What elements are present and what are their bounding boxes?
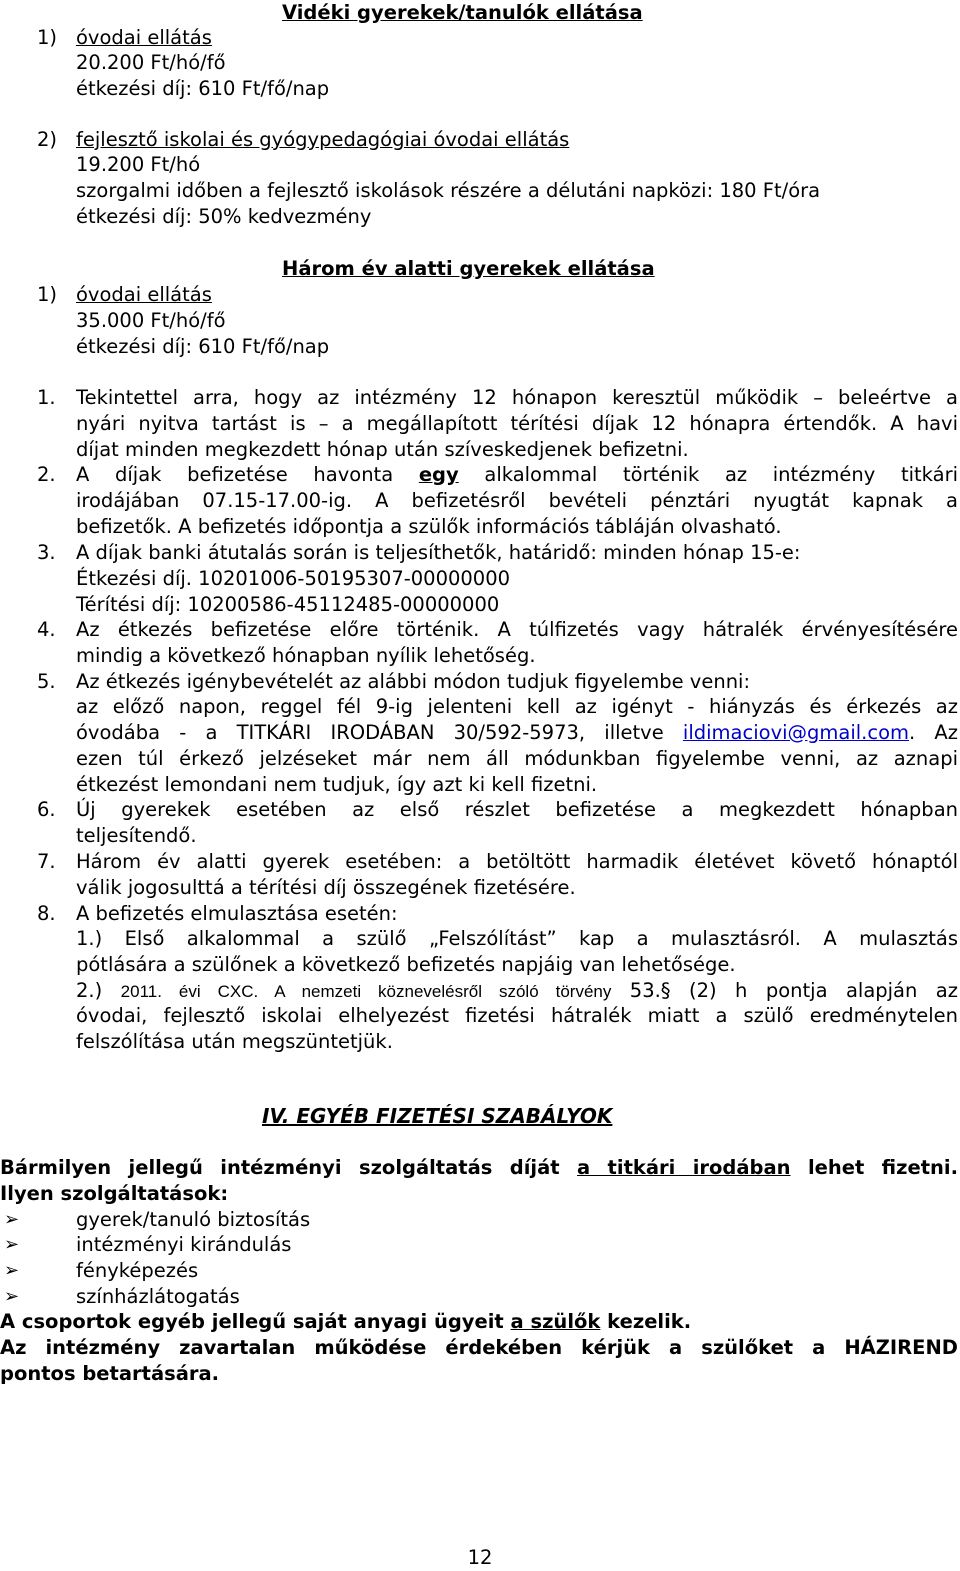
rule4-num: 4. bbox=[37, 618, 56, 641]
rule4-line2: mindig a következő hónapban nyílik lehetőség. bbox=[76, 644, 536, 667]
under3-item1-num: 1) bbox=[37, 283, 58, 306]
under3-item1-meal: étkezési díj: 610 Ft/fő/nap bbox=[76, 335, 330, 358]
section4-p1 bbox=[0, 1155, 958, 1181]
rule6-line1: Új gyerekek esetében az első részlet befizetése a megkezdett hónapban bbox=[76, 798, 958, 821]
rural-item2-meal: étkezési díj: 50% kedvezmény bbox=[76, 205, 372, 228]
bullet-item: színházlátogatás bbox=[76, 1285, 240, 1308]
rural-item2-note: szorgalmi időben a fejlesztő iskolások részére a délutáni napközi: 180 Ft/óra bbox=[76, 179, 821, 202]
section4-p3-a: A csoportok egyéb jellegű saját anyagi ügyeit bbox=[0, 1310, 504, 1333]
rule6-line2: teljesítendő. bbox=[76, 824, 197, 847]
rule5-line4: ezen túl érkező jelzéseket már nem áll módunkban figyelembe venni, az aznapi bbox=[76, 747, 958, 770]
rule7-line1: Három év alatti gyerek esetében: a betöltött harmadik életévet követő hónaptól bbox=[76, 850, 958, 873]
arrow-bullet-icon: ➢ bbox=[4, 1260, 20, 1281]
rural-heading: Vidéki gyerekek/tanulók ellátása bbox=[282, 1, 643, 24]
rural-item2-title: fejlesztő iskolai és gyógypedagógiai óvodai ellátás bbox=[76, 128, 570, 151]
section4-p3-b: a szülők bbox=[510, 1310, 601, 1333]
rule1-line3: díjat minden megkezdett hónap után szíveskedjenek befizetni. bbox=[76, 438, 689, 461]
rule5-line3-c: . Az bbox=[909, 721, 958, 744]
rule3-line2: Étkezési díj. 10201006-50195307-00000000 bbox=[76, 567, 511, 590]
rule5-line2: az előző napon, reggel fél 9-ig jelenteni kell az igényt - hiányzás és érkezés az bbox=[76, 695, 958, 718]
rule8-line2: 1.) Első alkalommal a szülő „Felszólítást” kap a mulasztásról. A mulasztás bbox=[76, 927, 958, 950]
rural-item1-num: 1) bbox=[37, 26, 58, 49]
rural-item2-fee: 19.200 Ft/hó bbox=[76, 153, 201, 176]
section4-p1-c: lehet fizetni. bbox=[807, 1156, 959, 1179]
email-link[interactable]: ildimaciovi@gmail.com bbox=[682, 721, 910, 744]
rule2-num: 2. bbox=[37, 463, 56, 486]
rule8-line5: óvodai, fejlesztő iskolai elhelyezést fizetési hátralék miatt a szülő eredménytelen bbox=[76, 1004, 958, 1027]
rural-item2-num: 2) bbox=[37, 128, 58, 151]
law-reference: 2011. évi CXC. A nemzeti köznevelésről szóló törvény bbox=[120, 982, 612, 1001]
rule3-num: 3. bbox=[37, 541, 56, 564]
section4-p3-c: kezelik. bbox=[607, 1310, 692, 1333]
rule8-num: 8. bbox=[37, 902, 56, 925]
rule5-line3-a: óvodába - a TITKÁRI IRODÁBAN 30/592-5973, illetve bbox=[76, 721, 664, 744]
arrow-bullet-icon: ➢ bbox=[4, 1286, 20, 1307]
rural-item1-fee: 20.200 Ft/hó/fő bbox=[76, 51, 226, 74]
rule5-line1: Az étkezés igénybevételét az alábbi módon tudjuk figyelembe venni: bbox=[76, 670, 751, 693]
rule2-line2: irodájában 07.15-17.00-ig. A befizetésről bevételi pénztári nyugtát kapnak a bbox=[76, 489, 958, 512]
rule1-num: 1. bbox=[37, 386, 56, 409]
rule3-line1: A díjak banki átutalás során is teljesíthetők, határidő: minden hónap 15-e: bbox=[76, 541, 801, 564]
rule8-line4-c: 53.§ (2) h pontja alapján az bbox=[611, 979, 958, 1002]
bullet-item: fényképezés bbox=[76, 1259, 199, 1282]
section4-p1-b: a titkári irodában bbox=[577, 1156, 791, 1179]
rule8-line4 bbox=[76, 978, 958, 1005]
rule8-line3: pótlására a szülőnek a következő befizetés napjáig van lehetősége. bbox=[76, 953, 736, 976]
arrow-bullet-icon: ➢ bbox=[4, 1209, 20, 1230]
section4-title: IV. EGYÉB FIZETÉSI SZABÁLYOK bbox=[262, 1104, 613, 1128]
rule1-line2: nyári nyitva tartást is – a megállapított térítési díjak 12 hónapra értendők. A havi bbox=[76, 412, 958, 435]
rule2-line1-c: alkalommal történik az intézmény titkári bbox=[484, 463, 958, 486]
under3-item1-fee: 35.000 Ft/hó/fő bbox=[76, 309, 226, 332]
rule2-line1-a: A díjak befizetése havonta bbox=[76, 463, 394, 486]
rural-item1-meal: étkezési díj: 610 Ft/fő/nap bbox=[76, 77, 330, 100]
rule5-num: 5. bbox=[37, 670, 56, 693]
page-number: 12 bbox=[467, 1546, 493, 1569]
section4-p4-line2: pontos betartására. bbox=[0, 1362, 220, 1385]
rule3-line3: Térítési díj: 10200586-45112485-00000000 bbox=[76, 593, 500, 616]
section4-p1-a: Bármilyen jellegű intézményi szolgáltatás díját bbox=[0, 1156, 560, 1179]
rule5-line5: étkezést lemondani nem tudjuk, így azt ki kell fizetni. bbox=[76, 773, 598, 796]
rule7-num: 7. bbox=[37, 850, 56, 873]
rule5-line3 bbox=[76, 720, 958, 746]
section4-p3 bbox=[0, 1309, 691, 1335]
rule8-line1: A befizetés elmulasztása esetén: bbox=[76, 902, 398, 925]
arrow-bullet-icon: ➢ bbox=[4, 1234, 20, 1255]
section4-p4-line1: Az intézmény zavartalan működése érdekében kérjük a szülőket a HÁZIREND bbox=[0, 1336, 958, 1359]
rule2-line3: befizetők. A befizetés időpontja a szülők információs tábláján olvasható. bbox=[76, 515, 782, 538]
section4-p2: Ilyen szolgáltatások: bbox=[0, 1182, 229, 1205]
rule2-line1 bbox=[76, 462, 958, 488]
rule8-line6: felszólítása után megszüntetjük. bbox=[76, 1030, 393, 1053]
under3-item1-title: óvodai ellátás bbox=[76, 283, 212, 306]
bullet-item: intézményi kirándulás bbox=[76, 1233, 292, 1256]
rule8-line4-a: 2.) bbox=[76, 979, 121, 1002]
rural-item1-title: óvodai ellátás bbox=[76, 26, 212, 49]
rule1-line1: Tekintettel arra, hogy az intézmény 12 hónapon keresztül működik – beleértve a bbox=[76, 386, 958, 409]
rule4-line1: Az étkezés befizetése előre történik. A túlfizetés vagy hátralék érvényesítésére bbox=[76, 618, 958, 641]
under3-heading: Három év alatti gyerekek ellátása bbox=[282, 257, 655, 280]
bullet-item: gyerek/tanuló biztosítás bbox=[76, 1208, 311, 1231]
rule7-line2: válik jogosulttá a térítési díj összegének fizetésére. bbox=[76, 876, 576, 899]
rule2-line1-emph: egy bbox=[418, 463, 459, 486]
rule6-num: 6. bbox=[37, 798, 56, 821]
